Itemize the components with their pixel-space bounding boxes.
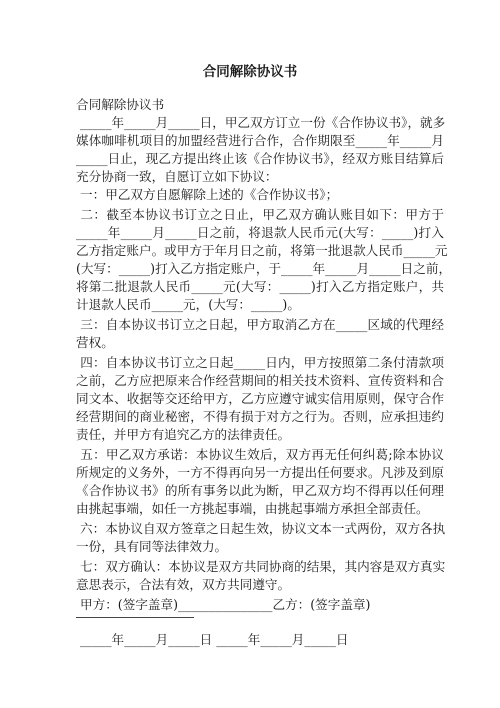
body-line: 经营期间的商业秘密，不得有损于对方之行为。否则，应承担违约 bbox=[76, 409, 444, 424]
clause-three: 三：自本协议书订立之日起，甲方取消乙方在_____区域的代理经 bbox=[76, 317, 444, 332]
body-line: 由挑起事端，如任一方挑起事端，由挑起事端方承担全部责任。 bbox=[76, 501, 429, 516]
date-line: _____年_____月_____日 _____年_____月_____日 bbox=[76, 632, 349, 647]
body-line: 所规定的义务外，一方不得再向另一方提出任何要求。凡涉及到原 bbox=[76, 465, 444, 480]
body-line: (大写：_____)打入乙方指定账户，于_____年_____月_____日之前， bbox=[76, 261, 452, 276]
body-line: 计退款人民币_____元，(大写：_____)。 bbox=[76, 297, 300, 312]
document-subtitle: 合同解除协议书 bbox=[76, 97, 165, 112]
clause-five: 五：甲乙双方承诺：本协议生效后，双方再无任何纠葛;除本协议 bbox=[76, 447, 444, 462]
clause-two: 二：截至本协议书订立之日止，甲乙双方确认账目如下：甲方于 bbox=[76, 207, 444, 222]
body-line: 意思表示，合法有效，双方共同遵守。 bbox=[76, 577, 291, 592]
body-line: 将第二批退款人民币_____元(大写：_____)打入乙方指定账户，共 bbox=[76, 279, 444, 294]
body-line: _____年_____月_____日，甲乙双方订立一份《合作协议书》，就多 bbox=[76, 115, 446, 130]
body-line: 之前，乙方应把原来合作经营期间的相关技术资料、宣传资料和合 bbox=[76, 373, 444, 388]
clause-seven: 七：双方确认：本协议是双方共同协商的结果，其内容是双方真实 bbox=[76, 559, 446, 574]
signature-line: 甲方：(签字盖章)_______________乙方：(签字盖章) bbox=[76, 597, 371, 612]
signature-rule bbox=[76, 617, 194, 618]
clause-four: 四：自本协议书订立之日起_____日内，甲方按照第二条付清款项 bbox=[76, 355, 444, 370]
body-line: 乙方指定账户。或甲方于年月日之前，将第一批退款人民币_____元 bbox=[76, 243, 448, 258]
body-line: 一份，具有同等法律效力。 bbox=[76, 539, 228, 554]
body-line: 同文本、收据等交还给甲方，乙方应遵守诚实信用原则，保守合作 bbox=[76, 391, 444, 406]
body-line: 《合作协议书》的所有事务以此为断，甲乙双方均不得再以任何理 bbox=[76, 483, 444, 498]
document-title: 合同解除协议书 bbox=[202, 64, 298, 80]
body-line: 媒体咖啡机项目的加盟经营进行合作，合作期限至_____年_____月 bbox=[76, 133, 444, 148]
clause-one: 一：甲乙双方自愿解除上述的《合作协议书》； bbox=[76, 187, 339, 202]
body-line: _____日止，现乙方提出终止该《合作协议书》，经双方账目结算后 bbox=[76, 151, 444, 166]
body-line: 营权。 bbox=[76, 335, 114, 350]
body-line: _____年_____月_____日之前，将退款人民币元(大写：_____)打入 bbox=[76, 225, 444, 240]
clause-six: 六：本协议自双方签章之日起生效，协议文本一式两份，双方各执 bbox=[76, 521, 446, 536]
body-line: 充分协商一致，自愿订立如下协议： bbox=[76, 169, 278, 184]
body-line: 责任，并甲方有追究乙方的法律责任。 bbox=[76, 427, 291, 442]
